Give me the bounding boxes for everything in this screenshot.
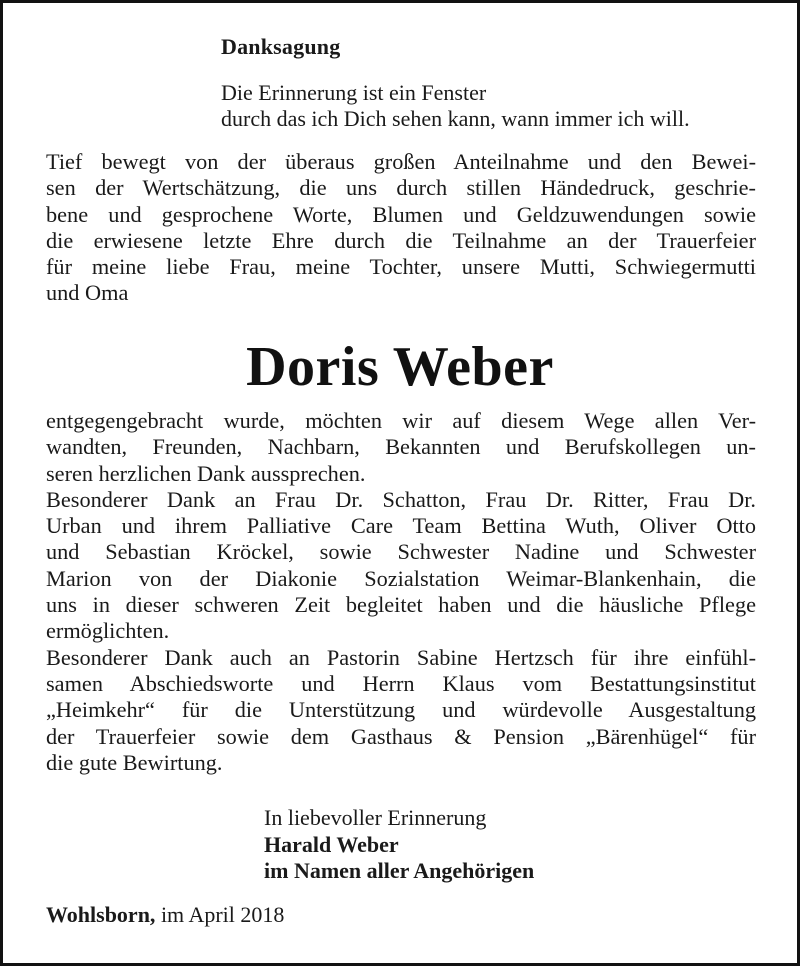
text-line: uns in dieser schweren Zeit begleitet haben und die häusliche Pflege (46, 592, 756, 618)
text-line: Urban und ihrem Palliative Care Team Bettina Wuth, Oliver Otto (46, 513, 756, 539)
text-line: der Trauerfeier sowie dem Gasthaus & Pension „Bärenhügel“ für (46, 723, 756, 749)
intro-paragraph (46, 149, 756, 307)
text-line: seren herzlichen Dank aussprechen. (46, 460, 366, 486)
text-line: entgegengebracht wurde, möchten wir auf diesem Wege allen Ver- (46, 408, 756, 433)
text-line: Marion von der Diakonie Sozialstation Weimar-Blankenhain, die (46, 565, 756, 591)
text-line: bene und gesprochene Worte, Blumen und Geldzuwendungen sowie (46, 201, 756, 227)
place-date (46, 902, 284, 928)
heading: Danksagung (221, 34, 341, 59)
body-paragraph (46, 408, 756, 776)
text-line: und Oma (46, 280, 129, 306)
text-line: Besonderer Dank auch an Pastorin Sabine Hertzsch für ihre einfühl- (46, 644, 756, 670)
date: im April 2018 (155, 902, 285, 927)
text-line: die erwiesene letzte Ehre durch die Teilnahme an der Trauerfeier (46, 227, 756, 253)
text-line: wandten, Freunden, Nachbarn, Bekannten und Berufskollegen un- (46, 434, 756, 460)
poem-line: Die Erinnerung ist ein Fenster (221, 80, 487, 105)
text-line: Tief bewegt von der überaus großen Anteilnahme und den Bewei- (46, 149, 756, 174)
place: Wohlsborn, (46, 902, 156, 927)
poem (221, 80, 690, 132)
text-line: ermöglichten. (46, 618, 170, 644)
signature-name: Harald Weber (264, 831, 399, 857)
text-line: Besonderer Dank an Frau Dr. Schatton, Frau Dr. Ritter, Frau Dr. (46, 486, 756, 512)
text-line: samen Abschiedsworte und Herrn Klaus vom Bestattungsinstitut (46, 670, 756, 696)
text-line: die gute Bewirtung. (46, 749, 223, 775)
poem-line: durch das ich Dich sehen kann, wann immer ich will. (221, 106, 690, 131)
signature-block (264, 805, 534, 885)
deceased-name: Doris Weber (246, 336, 554, 398)
text-line: für meine liebe Frau, meine Tochter, unsere Mutti, Schwiegermutti (46, 254, 756, 280)
text-line: „Heimkehr“ für die Unterstützung und würdevolle Ausgestaltung (46, 697, 756, 723)
signature-line: im Namen aller Angehörigen (264, 858, 535, 883)
text-line: sen der Wertschätzung, die uns durch stillen Händedruck, geschrie- (46, 175, 756, 201)
signature-line: In liebevoller Erinnerung (264, 805, 487, 830)
text-line: und Sebastian Kröckel, sowie Schwester Nadine und Schwester (46, 539, 756, 565)
